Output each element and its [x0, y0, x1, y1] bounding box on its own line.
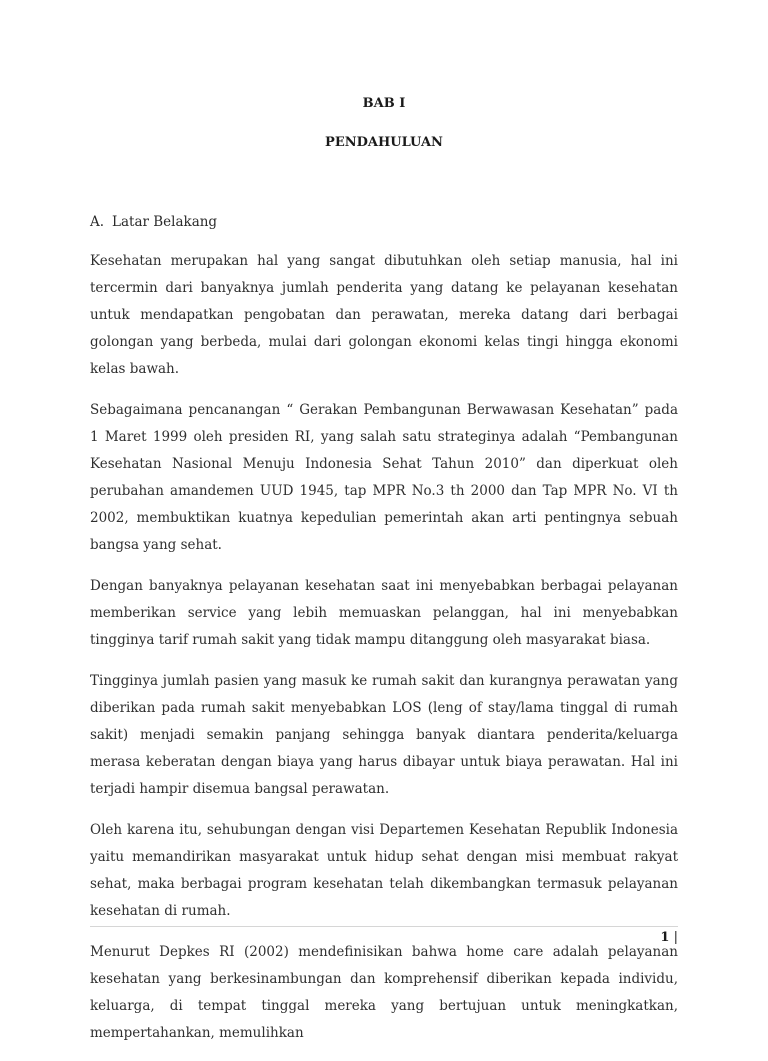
section-number: A.	[90, 214, 105, 230]
paragraph-3: Dengan banyaknya pelayanan kesehatan saat ini menyebabkan berbagai pelayanan memberikan service yang lebih memuaskan pelanggan, hal ini menyebabkan tingginya tarif rumah sakit yang tidak mampu ditanggung oleh masyarakat biasa.	[90, 578, 678, 648]
page-number-value: 1	[660, 930, 670, 945]
paragraph-2: Sebagaimana pencanangan “ Gerakan Pembangunan Berwawasan Kesehatan” pada 1 Maret 1999 oleh presiden RI, yang salah satu strateginya adalah “Pembangunan Kesehatan Nasional Menuju Indonesia Sehat Tahun 2010” dan diperkuat oleh perubahan amandemen UUD 1945, tap MPR No.3 th 2000 dan Tap MPR No. VI th 2002, membuktikan kuatnya kepedulian pemerintah akan arti pentingnya sebuah bangsa yang sehat.	[90, 402, 678, 553]
paragraph-1: Kesehatan merupakan hal yang sangat dibutuhkan oleh setiap manusia, hal ini tercermin dari banyaknya jumlah penderita yang datang ke pelayanan kesehatan untuk mendapatkan pengobatan dan perawatan, mereka datang dari berbagai golongan yang berbeda, mulai dari golongan ekonomi kelas tingi hingga ekonomi kelas bawah.	[90, 253, 678, 377]
page-number-separator: |	[673, 930, 678, 945]
paragraph-6: Menurut Depkes RI (2002) mendefinisikan bahwa home care adalah pelayanan kesehatan yang berkesinambungan dan komprehensif diberikan kepada individu, keluarga, di tempat tinggal mereka yang bertujuan untuk meningkatkan, mempertahankan, memulihkan	[90, 944, 678, 1041]
footer-divider	[90, 926, 678, 927]
page-number	[660, 930, 678, 945]
paragraph-4: Tingginya jumlah pasien yang masuk ke rumah sakit dan kurangnya perawatan yang diberikan pada rumah sakit menyebabkan LOS (leng of stay/lama tinggal di rumah sakit) menjadi semakin panjang sehingga banyak diantara penderita/keluarga merasa keberatan dengan biaya yang harus dibayar untuk biaya perawatan. Hal ini terjadi hampir disemua bangsal perawatan.	[90, 673, 678, 797]
body-text	[90, 248, 678, 1061]
section-heading	[90, 214, 217, 230]
paragraph-5: Oleh karena itu, sehubungan dengan visi Departemen Kesehatan Republik Indonesia yaitu memandirikan masyarakat untuk hidup sehat dengan misi membuat rakyat sehat, maka berbagai program kesehatan telah dikembangkan termasuk pelayanan kesehatan di rumah.	[90, 822, 678, 919]
section-title: Latar Belakang	[112, 214, 218, 230]
chapter-heading: BAB I	[362, 96, 406, 111]
chapter-title: PENDAHULUAN	[325, 135, 443, 150]
